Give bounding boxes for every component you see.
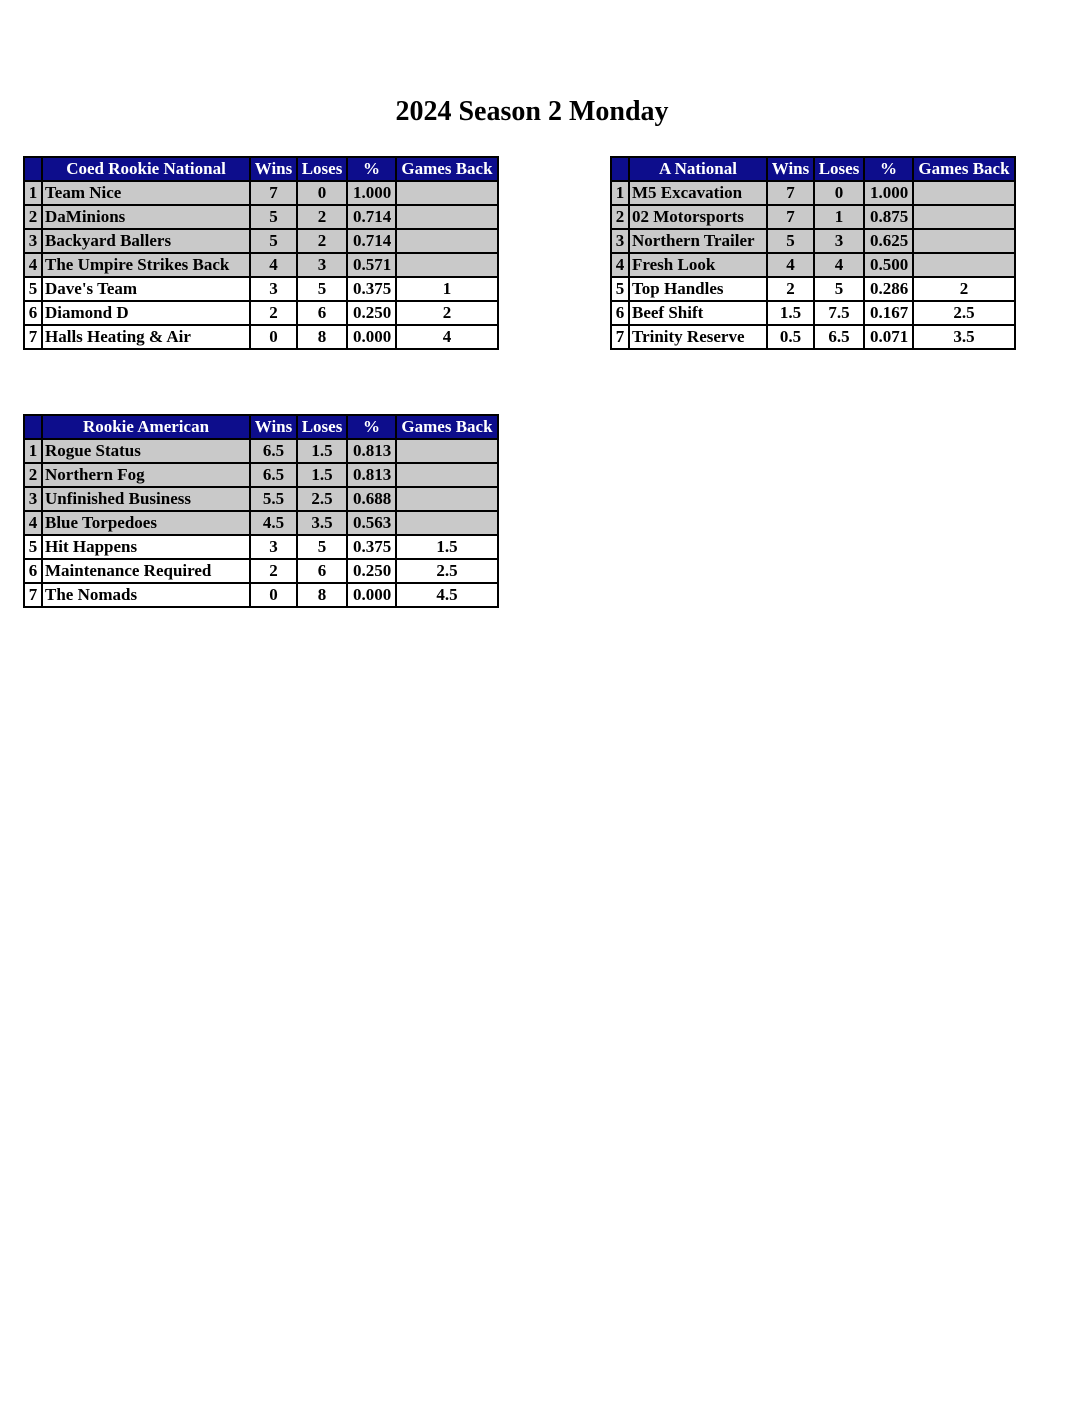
games-back-cell (396, 205, 498, 229)
team-name-cell: Beef Shift (629, 301, 767, 325)
team-name-cell: Top Handles (629, 277, 767, 301)
games-back-cell (396, 229, 498, 253)
rank-cell: 5 (24, 277, 42, 301)
pct-header: % (347, 157, 396, 181)
games-back-cell (913, 253, 1015, 277)
wins-cell: 0.5 (767, 325, 814, 349)
team-name-cell: The Umpire Strikes Back (42, 253, 250, 277)
games-back-cell (396, 253, 498, 277)
division-name: A National (629, 157, 767, 181)
wins-cell: 5 (250, 205, 297, 229)
table-row (24, 487, 498, 511)
team-name-cell: Northern Fog (42, 463, 250, 487)
table-row (24, 583, 498, 607)
rank-cell: 2 (24, 463, 42, 487)
pct-cell: 0.375 (347, 535, 396, 559)
loses-header: Loses (814, 157, 864, 181)
team-name-cell: 02 Motorsports (629, 205, 767, 229)
loses-cell: 5 (297, 277, 347, 301)
team-name-cell: M5 Excavation (629, 181, 767, 205)
wins-cell: 0 (250, 325, 297, 349)
team-name-cell: Blue Torpedoes (42, 511, 250, 535)
table-row (24, 535, 498, 559)
loses-cell: 1.5 (297, 439, 347, 463)
table-row (611, 253, 1015, 277)
page-title: 2024 Season 2 Monday (395, 96, 669, 127)
rank-cell: 2 (24, 205, 42, 229)
team-name-cell: Fresh Look (629, 253, 767, 277)
team-name-cell: Maintenance Required (42, 559, 250, 583)
rank-cell: 7 (611, 325, 629, 349)
pct-cell: 0.000 (347, 325, 396, 349)
rank-cell: 1 (24, 181, 42, 205)
wins-cell: 1.5 (767, 301, 814, 325)
pct-cell: 0.625 (864, 229, 913, 253)
rank-header (611, 157, 629, 181)
team-name-cell: DaMinions (42, 205, 250, 229)
loses-header: Loses (297, 415, 347, 439)
division-name: Coed Rookie National (42, 157, 250, 181)
loses-cell: 7.5 (814, 301, 864, 325)
team-name-cell: Hit Happens (42, 535, 250, 559)
team-name-cell: Unfinished Business (42, 487, 250, 511)
table-row (611, 205, 1015, 229)
pct-cell: 0.500 (864, 253, 913, 277)
table-row (24, 277, 498, 301)
table-row (24, 511, 498, 535)
team-name-cell: The Nomads (42, 583, 250, 607)
wins-header: Wins (250, 157, 297, 181)
pct-cell: 0.167 (864, 301, 913, 325)
loses-cell: 3 (297, 253, 347, 277)
wins-header: Wins (250, 415, 297, 439)
loses-cell: 1.5 (297, 463, 347, 487)
wins-cell: 3 (250, 535, 297, 559)
pct-cell: 0.563 (347, 511, 396, 535)
loses-cell: 8 (297, 583, 347, 607)
games-back-cell (396, 511, 498, 535)
pct-cell: 0.714 (347, 229, 396, 253)
standings-table-coed-rookie-national (23, 156, 499, 350)
rank-cell: 5 (611, 277, 629, 301)
wins-cell: 5.5 (250, 487, 297, 511)
pct-cell: 0.286 (864, 277, 913, 301)
games-back-cell (396, 439, 498, 463)
loses-cell: 3.5 (297, 511, 347, 535)
rank-cell: 3 (24, 229, 42, 253)
wins-cell: 2 (250, 301, 297, 325)
team-name-cell: Northern Trailer (629, 229, 767, 253)
wins-cell: 4 (250, 253, 297, 277)
pct-cell: 0.714 (347, 205, 396, 229)
games-back-header: Games Back (396, 415, 498, 439)
table-header-row (611, 157, 1015, 181)
table-row (24, 301, 498, 325)
games-back-cell (396, 181, 498, 205)
standings-table-rookie-american (23, 414, 499, 608)
pct-cell: 0.250 (347, 559, 396, 583)
table-header-row (24, 415, 498, 439)
loses-cell: 8 (297, 325, 347, 349)
pct-header: % (864, 157, 913, 181)
loses-cell: 1 (814, 205, 864, 229)
rank-cell: 6 (611, 301, 629, 325)
rank-cell: 3 (611, 229, 629, 253)
table-row (24, 325, 498, 349)
team-name-cell: Backyard Ballers (42, 229, 250, 253)
rank-cell: 1 (611, 181, 629, 205)
team-name-cell: Dave's Team (42, 277, 250, 301)
pct-cell: 0.250 (347, 301, 396, 325)
rank-cell: 4 (611, 253, 629, 277)
wins-cell: 4 (767, 253, 814, 277)
rank-cell: 4 (24, 253, 42, 277)
loses-cell: 6.5 (814, 325, 864, 349)
pct-cell: 1.000 (864, 181, 913, 205)
games-back-cell (913, 205, 1015, 229)
table-row (611, 277, 1015, 301)
table-row (24, 229, 498, 253)
games-back-cell (913, 181, 1015, 205)
wins-cell: 7 (767, 181, 814, 205)
pct-cell: 0.813 (347, 463, 396, 487)
loses-cell: 3 (814, 229, 864, 253)
pct-cell: 0.375 (347, 277, 396, 301)
team-name-cell: Halls Heating & Air (42, 325, 250, 349)
pct-cell: 0.688 (347, 487, 396, 511)
table-row (24, 181, 498, 205)
table-header-row (24, 157, 498, 181)
pct-cell: 0.875 (864, 205, 913, 229)
rank-header (24, 157, 42, 181)
pct-cell: 0.071 (864, 325, 913, 349)
table-row (24, 439, 498, 463)
games-back-cell: 1.5 (396, 535, 498, 559)
rank-header (24, 415, 42, 439)
pct-cell: 1.000 (347, 181, 396, 205)
games-back-cell: 4 (396, 325, 498, 349)
table-row (24, 205, 498, 229)
team-name-cell: Diamond D (42, 301, 250, 325)
pct-header: % (347, 415, 396, 439)
games-back-cell: 2.5 (913, 301, 1015, 325)
loses-cell: 5 (297, 535, 347, 559)
games-back-cell: 2.5 (396, 559, 498, 583)
table-row (24, 463, 498, 487)
team-name-cell: Rogue Status (42, 439, 250, 463)
rank-cell: 4 (24, 511, 42, 535)
rank-cell: 6 (24, 559, 42, 583)
games-back-cell: 2 (396, 301, 498, 325)
table-row (611, 325, 1015, 349)
games-back-cell: 2 (913, 277, 1015, 301)
rank-cell: 5 (24, 535, 42, 559)
loses-cell: 2 (297, 229, 347, 253)
standings-table-a-national (610, 156, 1016, 350)
wins-cell: 5 (250, 229, 297, 253)
games-back-cell: 1 (396, 277, 498, 301)
wins-cell: 2 (767, 277, 814, 301)
games-back-cell (396, 487, 498, 511)
wins-cell: 0 (250, 583, 297, 607)
wins-header: Wins (767, 157, 814, 181)
loses-cell: 2 (297, 205, 347, 229)
loses-cell: 0 (297, 181, 347, 205)
rank-cell: 3 (24, 487, 42, 511)
games-back-cell: 4.5 (396, 583, 498, 607)
rank-cell: 6 (24, 301, 42, 325)
wins-cell: 6.5 (250, 439, 297, 463)
rank-cell: 2 (611, 205, 629, 229)
loses-cell: 0 (814, 181, 864, 205)
wins-cell: 4.5 (250, 511, 297, 535)
pct-cell: 0.571 (347, 253, 396, 277)
games-back-header: Games Back (913, 157, 1015, 181)
table-row (611, 229, 1015, 253)
loses-cell: 2.5 (297, 487, 347, 511)
loses-cell: 4 (814, 253, 864, 277)
team-name-cell: Trinity Reserve (629, 325, 767, 349)
wins-cell: 6.5 (250, 463, 297, 487)
wins-cell: 7 (250, 181, 297, 205)
table-row (611, 301, 1015, 325)
table-row (611, 181, 1015, 205)
loses-cell: 6 (297, 559, 347, 583)
wins-cell: 3 (250, 277, 297, 301)
table-row (24, 559, 498, 583)
pct-cell: 0.813 (347, 439, 396, 463)
games-back-cell (913, 229, 1015, 253)
wins-cell: 2 (250, 559, 297, 583)
table-row (24, 253, 498, 277)
games-back-cell: 3.5 (913, 325, 1015, 349)
pct-cell: 0.000 (347, 583, 396, 607)
wins-cell: 5 (767, 229, 814, 253)
rank-cell: 7 (24, 583, 42, 607)
rank-cell: 7 (24, 325, 42, 349)
team-name-cell: Team Nice (42, 181, 250, 205)
division-name: Rookie American (42, 415, 250, 439)
rank-cell: 1 (24, 439, 42, 463)
wins-cell: 7 (767, 205, 814, 229)
loses-header: Loses (297, 157, 347, 181)
loses-cell: 5 (814, 277, 864, 301)
games-back-cell (396, 463, 498, 487)
loses-cell: 6 (297, 301, 347, 325)
games-back-header: Games Back (396, 157, 498, 181)
